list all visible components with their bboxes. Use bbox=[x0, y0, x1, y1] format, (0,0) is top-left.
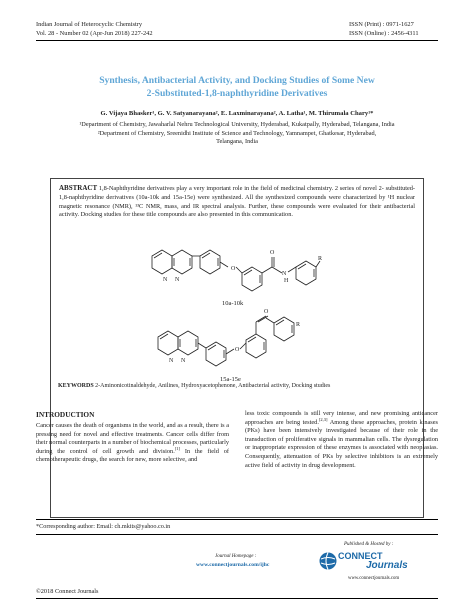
phenyl-ring-2 bbox=[206, 342, 226, 366]
naphthyridine-ring-a-1 bbox=[152, 250, 172, 274]
globe-icon bbox=[318, 551, 338, 571]
compound-label-2: 15a-15e bbox=[220, 376, 241, 383]
phenyl-ring-1 bbox=[200, 250, 220, 274]
intro-left-ref: [1] bbox=[174, 445, 181, 451]
logo-url[interactable]: www.connectjournals.com bbox=[348, 576, 400, 581]
atom-o-2a: O bbox=[235, 347, 240, 353]
logo-connect: CONNECT bbox=[338, 551, 383, 561]
authors: G. Vijaya Bhasker¹, G. V. Satyanarayana², E. Laxminarayana², A. Latha¹, M. Thirumala Chary¹* bbox=[100, 110, 374, 117]
footer-rule-3 bbox=[36, 598, 438, 599]
keywords-text: 2-Aminonicotinaldehyde, Anilines, Hydroxyacetophenone, Antibacterial activity, Docking studies bbox=[95, 383, 331, 389]
copyright: ©2018 Connect Journals bbox=[36, 588, 99, 595]
affiliation-2: ²Department of Chemistry, Sreenidhi Institute of Science and Technology, Yamnampet, Ghatkesar, Hyderabad, bbox=[97, 129, 377, 137]
atom-n-1a: N bbox=[163, 277, 168, 283]
footer-rule-1 bbox=[36, 519, 438, 520]
intro-right-text-2: Among these approaches, protein kinases (PKs) have been intensively investigated because of their role in the transduction of proliferative signals in mammalian cells. The dysregulation or inappropriate expression of these enzymes is associated with neoplasias. Consequently, attenuation of PKs by selective inhibitors is an extremely active field of activity in drug development. bbox=[245, 418, 439, 469]
issn-online: ISSN (Online) : 2456-4311 bbox=[349, 30, 419, 37]
benzyl-ring-2 bbox=[246, 334, 266, 358]
intro-heading: INTRODUCTION bbox=[36, 410, 95, 419]
compound-label-1: 10a-10k bbox=[222, 300, 244, 307]
title-line-2: 2-Substituted-1,8-naphthyridine Derivatives bbox=[146, 87, 328, 99]
issn-print: ISSN (Print) : 0971-1627 bbox=[349, 21, 414, 28]
abstract-text: 1,8-Naphthyridine derivatives play a very important role in the field of medicinal chemistry. 2 series of novel 2- substituted-1,8-naphthyridine derivatives (10a-10k and 15a-15e) were synthesized. All the synthesized compounds were characterized by ¹H nuclear magnetic resonance (NMR), ¹³C NMR, mass, and IR spectral analysis. Further, these compounds were evaluated for their antibacterial activity. Docking studies for these title compounds are also presented in this communication. bbox=[59, 185, 416, 219]
atom-h-1: H bbox=[284, 278, 289, 284]
journal-name: Indian Journal of Heterocyclic Chemistry bbox=[36, 21, 143, 28]
atom-n-2a: N bbox=[169, 358, 174, 364]
naphthyridine-ring-b-1 bbox=[172, 250, 192, 274]
atom-o-1a: O bbox=[231, 266, 236, 272]
affiliation-2-cont: Telangana, India bbox=[216, 138, 258, 146]
atom-n-2b: N bbox=[181, 358, 186, 364]
intro-left-end: In the field of chemotherapeutic drugs, the search for new, more selective, and bbox=[36, 447, 229, 464]
published-label: Published & Hosted by : bbox=[344, 542, 394, 547]
atom-r-1: R bbox=[318, 256, 323, 262]
aniline-ring-1 bbox=[296, 261, 316, 285]
footer-rule-2 bbox=[36, 534, 438, 535]
atom-n-1c: N bbox=[282, 271, 287, 277]
journal-homepage-link[interactable]: www.connectjournals.com/ijhc bbox=[196, 562, 270, 568]
title-line-1: Synthesis, Antibacterial Activity, and Docking Studies of Some New bbox=[99, 75, 375, 86]
naphthyridine-ring-b-2 bbox=[178, 331, 198, 355]
abstract-label: ABSTRACT bbox=[59, 184, 98, 192]
intro-left-column bbox=[36, 422, 229, 465]
intro-right-column bbox=[245, 410, 438, 470]
intro-right-text-1: less toxic compounds is still very intense, and new promising anticancer approaches are being tested. bbox=[245, 410, 438, 426]
aryl-ring-2 bbox=[274, 317, 294, 341]
connect-journals-logo bbox=[318, 549, 440, 577]
atom-r-2: R bbox=[296, 322, 301, 328]
corresponding-author: *Corresponding author: Email: ch.mkits@yahoo.co.in bbox=[36, 523, 171, 530]
intro-right-ref: [2,3] bbox=[318, 416, 328, 422]
intro-left-text: Cancer causes the death of organisms in the world, and as a result, there is a pressing need for novel and effective treatments. Cancer cells differ from their normal counterparts in a number of biochemical processes, particularly during the control of cell growth and division. bbox=[36, 422, 229, 455]
benzamide-ring-1 bbox=[242, 267, 262, 291]
atom-o-2b: O bbox=[264, 309, 269, 315]
naphthyridine-ring-a-2 bbox=[158, 331, 178, 355]
logo-journals: Journals bbox=[366, 560, 408, 571]
affiliation-1: ¹Department of Chemistry, Jawaharlal Nehru Technological University, Hyderabad, Kukatpally, Hyderabad, Telangana, India bbox=[79, 121, 395, 128]
atom-o-1b: O bbox=[270, 250, 275, 256]
atom-n-1b: N bbox=[175, 277, 180, 283]
keywords bbox=[58, 382, 418, 391]
journal-volume: Vol. 28 - Number 02 (Apr-Jun 2018) 227-242 bbox=[36, 30, 153, 37]
journal-homepage-label: Journal Homepage : bbox=[215, 554, 257, 559]
keywords-label: KEYWORDS bbox=[58, 383, 94, 389]
